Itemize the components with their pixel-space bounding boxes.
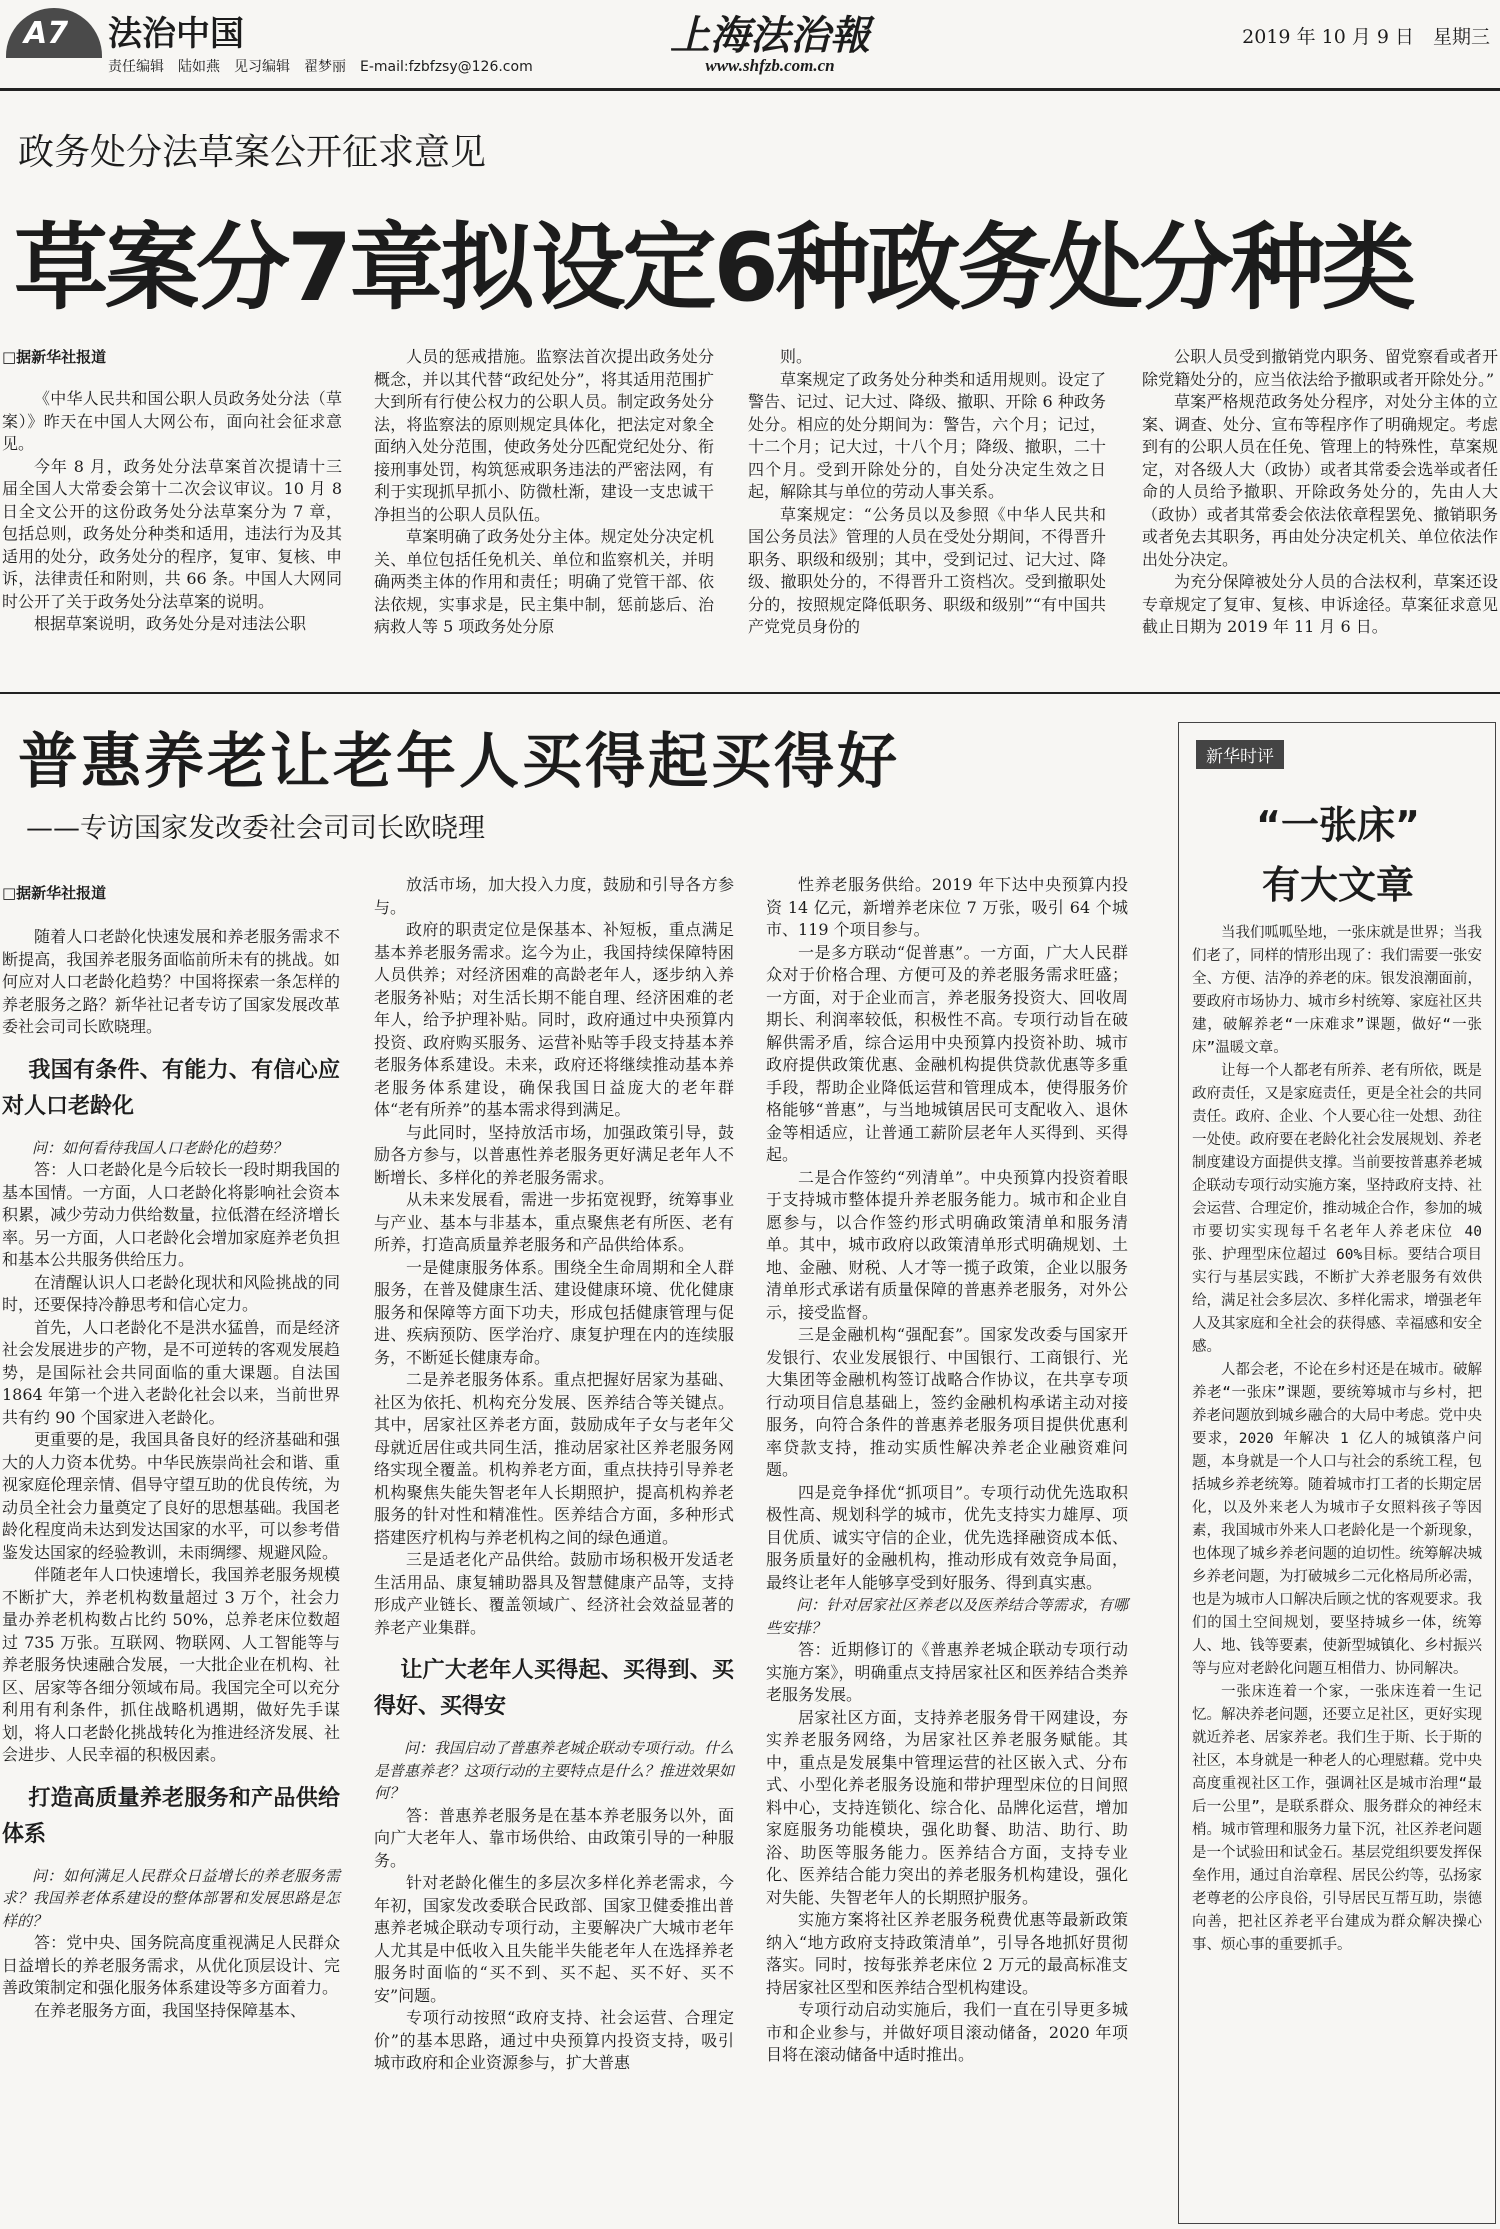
paragraph: 答：近期修订的《普惠养老城企联动专项行动实施方案》，明确重点支持居家社区和医养结合类养老服务发展。 bbox=[766, 1640, 1128, 1704]
article2-subheading-1: 我国有条件、有能力、有信心应对人口老龄化 bbox=[2, 1057, 340, 1119]
article1-kicker: 政务处分法草案公开征求意见 bbox=[18, 132, 487, 173]
article2-col2-body bbox=[374, 874, 734, 1639]
paragraph: 居家社区方面，支持养老服务骨干网建设，夯实养老服务网络，为居家社区养老服务赋能。其中，重点是发展集中管理运营的社区嵌入式、分布式、小型化养老服务设施和带护理型床位的日间照料中心，支持连锁化、综合化、品牌化运营，增加家庭服务功能模块，强化助餐、助洁、助行、助浴、助医等服务能力。医养结合方面，支持专业化、医养结合能力突出的养老服务机构建设，强化对失能、失智老年人的长期照护服务。 bbox=[766, 1707, 1128, 1907]
paragraph: 草案规定：“公务员以及参照《中华人民共和国公务员法》管理的人员在受处分期间，不得晋升职务、职级和级别；其中，受到记过、记大过、降级、撤职处分的，不得晋升工资档次。受到撤职处分的，按照规定降低职务、职级和级别”“有中国共产党党员身份的 bbox=[748, 504, 1106, 636]
paragraph: 从未来发展看，需进一步拓宽视野，统筹事业与产业、基本与非基本，重点聚焦老有所医、老有所养，打造高质量养老服务和产品供给体系。 bbox=[374, 1190, 734, 1254]
commentary-title-line-1: “一张床” bbox=[1256, 803, 1420, 847]
paragraph: 三是适老化产品供给。鼓励市场积极开发适老生活用品、康复辅助器具及智慧健康产品等，支持形成产业链长、覆盖领域广、经济社会效益显著的养老产业集群。 bbox=[374, 1550, 734, 1637]
paragraph: 政府的职责定位是保基本、补短板，重点满足基本养老服务需求。迄今为止，我国持续保障特困人员供养；对经济困难的高龄老年人，逐步纳入养老服务补贴；对生活长期不能自理、经济困难的老年人，给予护理补贴。同时，政府通过中央预算内投资、政府购买服务、运营补贴等手段支持基本养老服务体系建设。未来，政府还将继续推动基本养老服务体系建设，确保我国日益庞大的老年群体“老有所养”的基本需求得到满足。 bbox=[374, 920, 734, 1119]
paragraph: 一是健康服务体系。围绕全生命周期和全人群服务，在普及健康生活、建设健康环境、优化健康服务和保障等方面下功夫，形成包括健康管理与促进、疾病预防、医学治疗、康复护理在内的连续服务，不断延长健康寿命。 bbox=[374, 1257, 734, 1367]
article2-byline: □据新华社报道 bbox=[2, 884, 107, 902]
paragraph: 专项行动按照“政府支持、社会运营、合理定价”的基本思路，通过中央预算内投资支持，吸引城市政府和企业资源参与，扩大普惠 bbox=[374, 2008, 734, 2072]
article2-col1-body bbox=[2, 1159, 340, 1767]
paragraph: 伴随老年人口快速增长，我国养老服务规模不断扩大，养老机构数量超过 3 万个，社会力量办养老机构数占比约 50%，总养老床位数超过 735 万张。互联网、物联网、人工智能等与养老服务快速融合发展，一大批企业在机构、社区、居家等各细分领域布局。我国完全可以充分利用有利条件，抓住战略机遇期，做好先手谋划，将人口老龄化挑战转化为推进经济发展、社会进步、人民幸福的积极因素。 bbox=[2, 1565, 340, 1764]
article2-question-4: 问：针对居家社区养老以及医养结合等需求，有哪些安排？ bbox=[766, 1596, 1128, 1637]
article1-column-1 bbox=[2, 388, 342, 636]
paragraph: 答：党中央、国务院高度重视满足人民群众日益增长的养老服务需求，从优化顶层设计、完善政策制定和强化服务体系建设等多方面着力。 bbox=[2, 1933, 340, 1997]
masthead-rule bbox=[0, 88, 1500, 91]
paragraph: 放活市场，加大投入力度，鼓励和引导各方参与。 bbox=[374, 875, 734, 917]
page-number-badge bbox=[6, 8, 102, 58]
paragraph: 公职人员受到撤销党内职务、留党察看或者开除党籍处分的，应当依法给予撤职或者开除处分。” bbox=[1142, 347, 1498, 389]
newspaper-name: 上海法治報 bbox=[670, 12, 870, 59]
masthead bbox=[0, 0, 1500, 88]
paragraph: 人员的惩戒措施。监察法首次提出政务处分概念，并以其代替“政纪处分”，将其适用范围扩大到所有行使公权力的公职人员。制定政务处分法，将监察法的原则规定具体化，把法定对象全面纳入处分范围，使政务处分匹配党纪处分、衔接刑事处罚，构筑惩戒职务违法的严密法网，有利于实现抓早抓小、防微杜渐，建设一支忠诚干净担当的公职人员队伍。 bbox=[374, 347, 714, 524]
paragraph: 今年 8 月，政务处分法草案首次提请十三届全国人大常委会第十二次会议审议。10 月 8 日全文公开的这份政务处分法草案分为 7 章，包括总则，政务处分种类和适用，违法行为及其适用的处分，政务处分的程序，复审、复核、申诉，法律责任和附则，共 66 条。中国人大网同时公开了关于政务处分法草案的说明。 bbox=[2, 456, 342, 611]
article2-col2-tail bbox=[374, 1805, 734, 2075]
commentary-tag: 新华时评 bbox=[1196, 740, 1284, 769]
article1-column-3 bbox=[748, 346, 1106, 639]
article-divider bbox=[0, 692, 1500, 694]
article2-subheading-3: 让广大老年人买得起、买得到、买得好、买得安 bbox=[374, 1658, 734, 1719]
editors-line: 责任编辑 陆如燕 见习编辑 翟梦丽 E-mail:fzbfzsy@126.com bbox=[108, 59, 533, 75]
paragraph: 随着人口老龄化快速发展和养老服务需求不断提高，我国养老服务面临前所未有的挑战。如何应对人口老龄化趋势？中国将探索一条怎样的养老服务之路？新华社记者专访了国家发展改革委社会司司长欧晓理。 bbox=[2, 927, 340, 1036]
paragraph: 《中华人民共和国公职人员政务处分法（草案）》昨天在中国人大网公布，面向社会征求意见。 bbox=[2, 389, 342, 453]
paragraph: 在清醒认识人口老龄化现状和风险挑战的同时，还要保持冷静思考和信心定力。 bbox=[2, 1272, 340, 1314]
article2-column-1 bbox=[2, 926, 340, 2022]
paragraph: 人都会老，不论在乡村还是在城市。破解养老“一张床”课题，要统筹城市与乡村，把养老问题放到城乡融合的大局中考虑。党中央要求，2020 年解决 1 亿人的城镇落户问题，本身就是一个人口与社会的系统工程，包括城乡养老统筹。随着城市打工者的长期定居化，以及外来老人为城市子女照料孩子等因素，我国城市外来人口老龄化是一个新现象，也体现了城乡养老问题的迫切性。统筹解决城乡养老问题，为打破城乡二元化格局所必需，也是为城市人口解决后顾之忧的客观要求。我们的国土空间规划，要坚持城乡一体，统筹人、地、钱等要素，使新型城镇化、乡村振兴等与应对老龄化问题互相借力、协同解决。 bbox=[1192, 1362, 1482, 1677]
article2-question-2: 问：如何满足人民群众日益增长的养老服务需求？我国养老体系建设的整体部署和发展思路是怎样的？ bbox=[2, 1866, 340, 1930]
article1-headline: 草案分7章拟设定6种政务处分种类 bbox=[14, 214, 1413, 323]
section-name: 法治中国 bbox=[108, 14, 244, 54]
article2-question-3: 问：我国启动了普惠养老城企联动专项行动。什么是普惠养老？这项行动的主要特点是什么？推进效果如何？ bbox=[374, 1739, 735, 1802]
newspaper-url: www.shfzb.com.cn bbox=[705, 56, 835, 75]
paragraph: 草案明确了政务处分主体。规定处分决定机关、单位包括任免机关、单位和监察机关，并明确两类主体的作用和责任；明确了党管干部、依法依规，实事求是，民主集中制，惩前毖后、治病救人等 5 项政务处分原 bbox=[374, 527, 714, 636]
paragraph: 与此同时，坚持放活市场，加强政策引导，鼓励各方参与，以普惠性养老服务更好满足老年人不断增长、多样化的养老服务需求。 bbox=[374, 1122, 734, 1187]
article2-col3-body bbox=[766, 874, 1128, 1594]
paragraph: 实施方案将社区养老服务税费优惠等最新政策纳入“地方政府支持政策清单”，引导各地抓好贯彻落实。同时，按每张养老床位 2 万元的最高标准支持居家社区型和医养结合型机构建设。 bbox=[766, 1910, 1128, 1997]
article2-subheading-2: 打造高质量养老服务和产品供给体系 bbox=[2, 1785, 340, 1847]
commentary-title-line-2: 有大文章 bbox=[1261, 863, 1414, 907]
paragraph: 三是金融机构“强配套”。国家发改委与国家开发银行、农业发展银行、中国银行、工商银行、光大集团等金融机构签订战略合作协议，在共享专项行动项目信息基础上，签约金融机构承诺主动对接服务，向符合条件的普惠养老服务项目提供优惠利率贷款支持，推动实质性解决养老企业融资难问题。 bbox=[766, 1325, 1128, 1479]
issue-date: 2019 年 10 月 9 日 星期三 bbox=[1242, 26, 1490, 48]
paragraph: 二是养老服务体系。重点把握好居家为基础、社区为依托、机构充分发展、医养结合等关键点。其中，居家社区养老方面，鼓励成年子女与老年父母就近居住或共同生活，推动居家社区养老服务网络实现全覆盖。机构养老方面，重点扶持引导养老机构聚焦失能失智老年人长期照护，提高机构养老服务的针对性和精准性。医养结合方面，多种形式搭建医疗机构与养老机构之间的绿色通道。 bbox=[374, 1370, 734, 1547]
paragraph: 为充分保障被处分人员的合法权利，草案还设专章规定了复审、复核、申诉途径。草案征求意见截止日期为 2019 年 11 月 6 日。 bbox=[1142, 572, 1498, 636]
paragraph: 四是竞争择优“抓项目”。专项行动优先选取积极性高、规划科学的城市，优先支持实力雄厚、项目优质、诚实守信的企业，优先选择融资成本低、服务质量好的金融机构，推动形成有效竞争局面，最终让老年人能够享受到好服务、得到真实惠。 bbox=[766, 1482, 1128, 1592]
paragraph: 当我们呱呱坠地，一张床就是世界；当我们老了，同样的情形出现了：我们需要一张安全、方便、洁净的养老的床。银发浪潮面前，要政府市场协力、城市乡村统筹、家庭社区共建，破解养老“一床难求”课题，做好“一张床”温暖文章。 bbox=[1192, 925, 1482, 1056]
paragraph: 草案严格规范政务处分程序，对处分主体的立案、调查、处分、宣布等程序作了明确规定。考虑到有的公职人员在任免、管理上的特殊性，草案规定，对各级人大（政协）或者其常委会选举或者任命的人员给予撤职、开除政务处分的，先由人大（政协）或者其常委会依法依章程罢免、撤销职务或者免去其职务，再由处分决定机关、单位依法作出处分决定。 bbox=[1142, 392, 1498, 569]
article2-question-1: 问：如何看待我国人口老龄化的趋势？ bbox=[32, 1138, 288, 1157]
paragraph: 首先，人口老龄化不是洪水猛兽，而是经济社会发展进步的产物，是不可逆转的客观发展趋势，是国际社会共同面临的重大课题。自法国 1864 年第一个进入老龄化社会以来，当前世界共有约 90 个国家进入老龄化。 bbox=[2, 1317, 340, 1427]
paragraph: 则。 bbox=[780, 347, 813, 366]
paragraph: 一是多方联动“促普惠”。一方面，广大人民群众对于价格合理、方便可及的养老服务需求旺盛；一方面，对于企业而言，养老服务投资大、回收周期长、利润率较低，积极性不高。专项行动旨在破解供需矛盾，综合运用中央预算内投资补助、城市政府提供政策优惠、金融机构提供贷款优惠等多重手段，帮助企业降低运营和管理成本，使得服务价格能够“普惠”，与当地城镇居民可支配收入、退休金等相适应，让普通工薪阶层老年人买得到、买得起。 bbox=[766, 942, 1128, 1164]
paragraph: 根据草案说明，政务处分是对违法公职 bbox=[34, 614, 307, 633]
paragraph: 让每一个人都老有所养、老有所依，既是政府责任，又是家庭责任，更是全社会的共同责任。政府、企业、个人要心往一处想、劲往一处使。政府要在老龄化社会发展规划、养老制度建设方面提供支撑。当前要按普惠养老城企联动专项行动实施方案，坚持政府支持、社会运营、合理定价，推动城企合作，参加的城市要切实实现每千名老年人养老床位 40 张、护理型床位超过 60%目标。要结合项目实行与基层实践，不断扩大养老服务有效供给，满足社会多层次、多样化需求，增强老年人及其家庭和全社会的获得感、幸福感和安全感。 bbox=[1192, 1063, 1482, 1355]
article1-column-2 bbox=[374, 346, 714, 639]
article2-column-3 bbox=[766, 874, 1128, 2067]
paragraph: 针对老龄化催生的多层次多样化养老需求，今年初，国家发改委联合民政部、国家卫健委推出普惠养老城企联动专项行动，主要解决广大城市老年人尤其是中低收入且失能半失能老年人在选择养老服务时面临的“买不到、买不起、买不好、买不安”问题。 bbox=[374, 1873, 734, 2005]
paragraph: 更重要的是，我国具备良好的经济基础和强大的人力资本优势。中华民族崇尚社会和谐、重视家庭伦理亲情、倡导守望互助的优良传统，为动员全社会力量奠定了良好的思想基础。我国老龄化程度尚未达到发达国家的水平，可以参考借鉴发达国家的经验教训，未雨绸缪、规避风险。 bbox=[2, 1430, 340, 1562]
article2-headline: 普惠养老让老年人买得起买得好 bbox=[18, 727, 900, 797]
article2-col1-tail bbox=[2, 1932, 340, 2022]
page-number: A7 bbox=[24, 16, 69, 51]
article2-column-2 bbox=[374, 874, 734, 2075]
paragraph: 性养老服务供给。2019 年下达中央预算内投资 14 亿元，新增养老床位 7 万张，吸引 64 个城市、119 个项目参与。 bbox=[766, 875, 1128, 939]
paragraph: 答：普惠养老服务是在基本养老服务以外，面向广大老年人、靠市场供给、由政策引导的一种服务。 bbox=[374, 1805, 734, 1870]
paragraph: 草案规定了政务处分种类和适用规则。设定了警告、记过、记大过、降级、撤职、开除 6 种政务处分。相应的处分期间为：警告，六个月；记过，十二个月；记大过，十八个月；降级、撤职，二十四个月。受到开除处分的，自处分决定生效之日起，解除其与单位的劳动人事关系。 bbox=[748, 369, 1106, 501]
paragraph: 在养老服务方面，我国坚持保障基本、 bbox=[34, 2000, 307, 2020]
paragraph: 答：人口老龄化是今后较长一段时期我国的基本国情。一方面，人口老龄化将影响社会资本积累，减少劳动力供给数量，拉低潜在经济增长率。另一方面，人口老龄化会增加家庭养老负担和基本公共服务供给压力。 bbox=[2, 1160, 340, 1269]
article1-column-4 bbox=[1142, 346, 1498, 639]
paragraph: 专项行动启动实施后，我们一直在引导更多城市和企业参与，并做好项目滚动储备，2020 年项目将在滚动储备中适时推出。 bbox=[766, 2000, 1128, 2064]
article2-col1-intro bbox=[2, 926, 340, 1039]
article2-subtitle: ——专访国家发改委社会司司长欧晓理 bbox=[26, 813, 485, 844]
commentary-body bbox=[1192, 922, 1482, 1957]
article1-byline: □据新华社报道 bbox=[2, 348, 107, 366]
paragraph: 一张床连着一个家，一张床连着一生记忆。解决养老问题，还要立足社区，更好实现就近养老、居家养老。我们生于斯、长于斯的社区，本身就是一种老人的心理慰藉。党中央高度重视社区工作，强调社区是城市治理“最后一公里”，是联系群众、服务群众的神经末梢。城市管理和服务力量下沉，社区养老问题是一个试验田和试金石。基层党组织要发挥保垒作用，通过自治章程、居民公约等，弘扬家老尊老的公序良俗，引导居民互帮互助，崇德向善，把社区养老平台建成为群众解决操心事、烦心事的重要抓手。 bbox=[1192, 1684, 1482, 1953]
article2-col3-tail bbox=[766, 1639, 1128, 2067]
paragraph: 二是合作签约“列清单”。中央预算内投资着眼于支持城市整体提升养老服务能力。城市和企业自愿参与，以合作签约形式明确政策清单和服务清单。其中，城市政府以政策清单形式明确规划、土地、金融、财税、人才等一揽子政策，企业以服务清单形式承诺有质量保障的普惠养老服务，对外公示，接受监督。 bbox=[766, 1167, 1128, 1322]
